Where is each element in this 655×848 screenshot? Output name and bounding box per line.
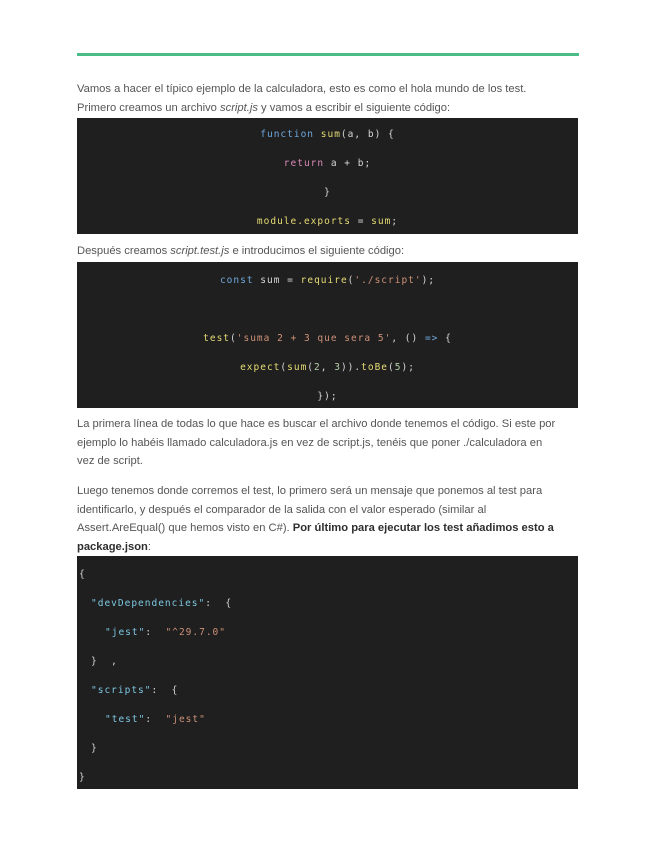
code-token: return bbox=[283, 158, 325, 169]
code-token: )). bbox=[340, 362, 362, 373]
code-token: sum bbox=[320, 129, 341, 140]
code-token: ( bbox=[340, 129, 348, 140]
code-line bbox=[91, 656, 118, 667]
paragraph-explanation bbox=[77, 415, 582, 471]
code-token: a bbox=[347, 129, 355, 140]
code-token: "jest" bbox=[165, 714, 206, 725]
paragraph-line: identificarlo, y después el comparador de la salida con el valor esperado (similar al bbox=[77, 503, 487, 516]
code-token: b bbox=[357, 158, 365, 169]
code-line bbox=[91, 685, 178, 696]
code-token: ) { bbox=[374, 129, 395, 140]
code-token: , () bbox=[391, 333, 425, 344]
code-line bbox=[77, 158, 578, 169]
code-line bbox=[77, 333, 578, 344]
paragraph-line: package.json: bbox=[77, 540, 151, 553]
code-token: "^29.7.0" bbox=[165, 627, 226, 638]
code-token: ( bbox=[280, 362, 288, 373]
code-line bbox=[77, 129, 578, 140]
code-token: "devDependencies" bbox=[91, 598, 206, 609]
paragraph-test-description bbox=[77, 482, 582, 556]
code-token: toBe bbox=[361, 362, 389, 373]
code-token: 5 bbox=[394, 362, 402, 373]
paragraph-line: Primero creamos un archivo script.js y vamos a escribir el siguiente código: bbox=[77, 101, 451, 114]
code-token: = bbox=[351, 216, 372, 227]
code-token: { bbox=[79, 569, 86, 580]
code-line bbox=[79, 772, 86, 783]
code-line bbox=[77, 391, 578, 402]
code-line bbox=[77, 362, 578, 373]
paragraph-test-file bbox=[77, 242, 582, 261]
paragraph-line: ejemplo lo habéis llamado calculadora.js en vez de script.js, tenéis que poner ./calculadora en bbox=[77, 436, 543, 449]
code-token: sum bbox=[287, 362, 308, 373]
code-token: : { bbox=[151, 685, 179, 696]
code-token: sum bbox=[371, 216, 392, 227]
code-token: ( bbox=[230, 333, 237, 344]
code-token: ( bbox=[307, 362, 315, 373]
code-line bbox=[79, 569, 86, 580]
code-token: }); bbox=[317, 391, 338, 402]
code-token: 3 bbox=[334, 362, 341, 373]
code-line bbox=[105, 627, 226, 638]
code-token: "test" bbox=[105, 714, 146, 725]
code-token: function bbox=[260, 129, 315, 140]
code-token: } bbox=[79, 772, 86, 783]
code-token: a bbox=[330, 158, 338, 169]
code-token: require bbox=[300, 275, 348, 286]
paragraph-intro bbox=[77, 80, 582, 117]
code-line bbox=[77, 187, 578, 198]
code-token: "jest" bbox=[105, 627, 146, 638]
code-token: { bbox=[438, 333, 452, 344]
code-token: "scripts" bbox=[91, 685, 152, 696]
code-token: b bbox=[367, 129, 375, 140]
paragraph-line: vez de script. bbox=[77, 455, 143, 467]
header-divider bbox=[77, 53, 579, 56]
code-line bbox=[91, 598, 232, 609]
code-token: } bbox=[324, 187, 331, 198]
paragraph-line: Assert.AreEqual() que hemos visto en C#). Por último para ejecutar los test añadimos esto a bbox=[77, 522, 554, 534]
code-token: './script' bbox=[354, 275, 422, 286]
code-token: sum bbox=[260, 275, 281, 286]
code-token: expect bbox=[240, 362, 281, 373]
code-token: + bbox=[337, 158, 358, 169]
code-token: : bbox=[145, 714, 166, 725]
code-token: : bbox=[145, 627, 166, 638]
code-token: ( bbox=[388, 362, 395, 373]
code-line bbox=[91, 743, 98, 754]
file-name: script.test.js bbox=[170, 245, 230, 257]
code-token: : { bbox=[205, 598, 233, 609]
code-token: = bbox=[280, 275, 301, 286]
code-token: ; bbox=[391, 216, 399, 227]
code-block-script-js bbox=[77, 118, 578, 234]
code-token: , bbox=[354, 129, 368, 140]
code-token: test bbox=[203, 333, 231, 344]
code-token: } , bbox=[91, 656, 118, 667]
code-token: ( bbox=[347, 275, 355, 286]
code-token: const bbox=[219, 275, 254, 286]
code-block-script-test-js bbox=[77, 262, 578, 408]
code-block-package-json bbox=[77, 556, 578, 789]
code-line bbox=[105, 714, 206, 725]
code-token: ; bbox=[364, 158, 372, 169]
code-token: , bbox=[320, 362, 335, 373]
code-token: ); bbox=[421, 275, 436, 286]
file-name: script.js bbox=[220, 101, 258, 114]
code-line bbox=[77, 275, 578, 286]
code-token: module.exports bbox=[256, 216, 351, 227]
paragraph-line: Vamos a hacer el típico ejemplo de la calculadora, esto es como el hola mundo de los test. bbox=[77, 83, 527, 95]
paragraph-line: Después creamos script.test.js e introducimos el siguiente código: bbox=[77, 245, 405, 257]
paragraph-line: Luego tenemos donde corremos el test, lo primero será un mensaje que ponemos al test para bbox=[77, 485, 543, 497]
code-token: => bbox=[424, 333, 439, 344]
code-token: 'suma 2 + 3 que sera 5' bbox=[236, 333, 392, 344]
code-token: } bbox=[91, 743, 98, 754]
paragraph-line: La primera línea de todas lo que hace es buscar el archivo donde tenemos el código. Si este por bbox=[77, 418, 556, 430]
code-line bbox=[77, 216, 578, 227]
code-token: 2 bbox=[314, 362, 321, 373]
code-token: ); bbox=[401, 362, 415, 373]
